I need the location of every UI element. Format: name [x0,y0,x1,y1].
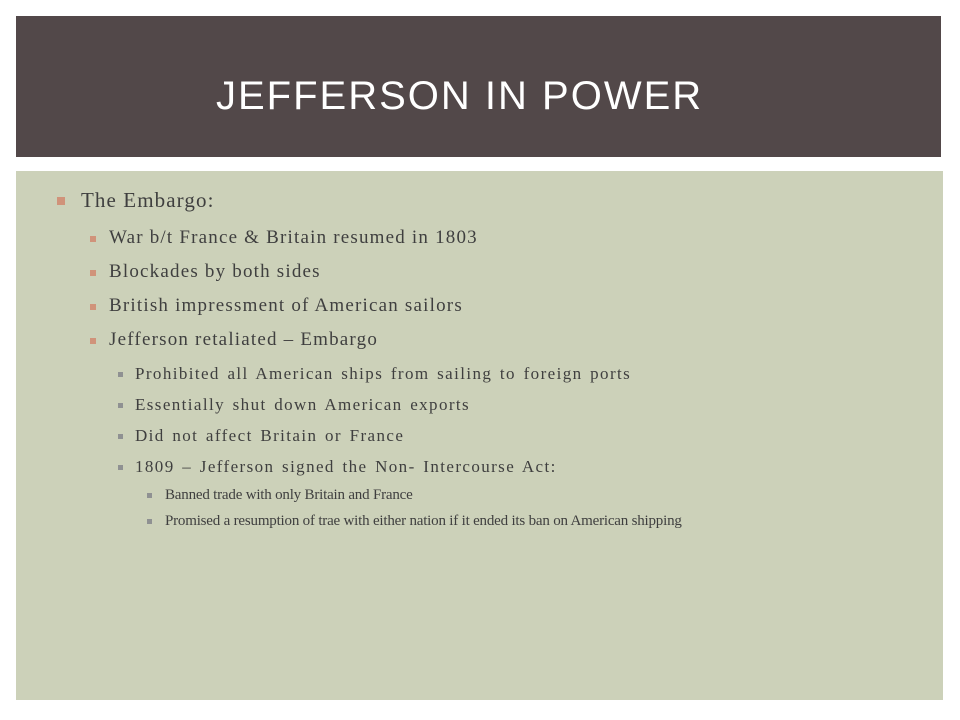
bullet-text: Blockades by both sides [109,261,321,282]
bullet-retaliated [109,329,378,351]
bullet-text: The Embargo: [81,188,215,212]
bullet-text: Prohibited all American ships from sailing to foreign ports [135,364,632,383]
bullet-text: Banned trade with only Britain and France [165,487,413,503]
square-bullet-icon [90,338,96,344]
bullet-promised [165,513,682,530]
bullet-banned [165,487,413,504]
bullet-text: Essentially shut down American exports [135,395,471,414]
bullet-not-affect [135,426,404,446]
bullet-text: 1809 – Jefferson signed the Non- Intercourse Act: [135,457,557,476]
square-bullet-icon [147,493,152,498]
bullet-impressment [109,295,463,317]
bullet-text: Did not affect Britain or France [135,426,405,445]
square-bullet-icon [90,236,96,242]
square-bullet-icon [57,197,65,205]
bullet-blockades [109,261,321,283]
bullet-text: British impressment of American sailors [109,295,463,316]
square-bullet-icon [118,372,123,377]
bullet-text: Promised a resumption of trae with either nation if it ended its ban on American shipping [165,513,682,529]
bullet-text: War b/t France & Britain resumed in 1803 [109,227,478,248]
bullet-act-1809 [135,457,557,477]
square-bullet-icon [90,304,96,310]
square-bullet-icon [118,465,123,470]
square-bullet-icon [147,519,152,524]
bullet-embargo-heading [81,188,215,213]
slide-title: JEFFERSON IN POWER [216,74,704,118]
square-bullet-icon [118,403,123,408]
bullet-war [109,227,478,249]
square-bullet-icon [90,270,96,276]
bullet-text: Jefferson retaliated – Embargo [109,329,379,350]
bullet-prohibited [135,364,631,384]
bullet-exports [135,395,470,415]
square-bullet-icon [118,434,123,439]
